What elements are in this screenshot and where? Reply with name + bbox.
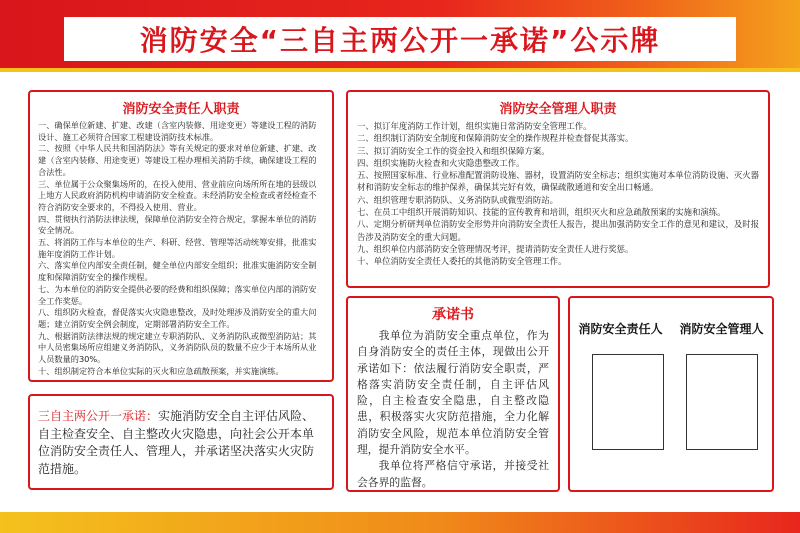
pledge-summary-text: 实施消防安全自主评估风险、自主检查安全、自主整改火灾隐患，向社会公开本单位消防安全责任人、管理人，并承诺坚决落实火灾防范措施。 — [38, 409, 315, 476]
list-item: 七、为本单位的消防安全提供必要的经费和组织保障；落实单位内部的消防安全工作奖惩。 — [38, 283, 317, 306]
manager-duties-title: 消防安全管理人职责 — [499, 102, 617, 117]
list-item: 十、组织制定符合本单位实际的灭火和应急疏散预案，并实施演练。 — [38, 365, 284, 376]
pledge-summary-panel — [28, 394, 334, 490]
header-divider — [0, 68, 800, 72]
responsible-person-label: 消防安全责任人 — [578, 322, 663, 336]
list-item: 一、拟订年度消防工作计划，组织实施日常消防安全管理工作。 — [357, 121, 592, 131]
list-item: 十、单位消防安全责任人委托的其他消防安全管理工作。 — [357, 256, 567, 267]
footer-band — [0, 512, 800, 533]
list-item: 二、组织制订消防安全制度和保障消防安全的操作规程并检查督促其落实。 — [357, 133, 634, 144]
pledge-letter-paragraph-2: 我单位将严格信守承诺，并接受社会各界的监督。 — [357, 459, 549, 489]
list-item: 一、确保单位新建、扩建、改建（含室内装修、用途变更）等建设工程的消防设计、施工必须符合国家工程建设消防技术标准。 — [38, 120, 317, 142]
list-item: 五、按照国家标准、行业标准配置消防设施、器材，设置消防安全标志；组织实施对本单位消防设施、灭火器材和消防安全标志的维护保养，确保其完好有效，确保疏散通道和安全出口畅通。 — [357, 170, 759, 193]
manager-duties-list — [357, 120, 759, 268]
responsible-duties-title: 消防安全责任人职责 — [122, 102, 240, 117]
pledge-summary — [38, 408, 324, 478]
list-item: 六、落实单位内部安全责任制，健全单位内部安全组织；批准实施消防安全制度和保障消防安全的操作规程。 — [38, 260, 317, 283]
list-item: 五、将消防工作与本单位的生产、科研、经营、管理等活动统筹安排，批准实施年度消防工作计划。 — [38, 237, 317, 259]
pledge-letter-panel — [346, 296, 560, 492]
manager-duties-panel — [346, 90, 770, 288]
list-item: 七、在员工中组织开展消防知识、技能的宣传教育和培训，组织灭火和应急疏散预案的实施和演练。 — [357, 207, 726, 218]
manager-photo-frame — [686, 354, 758, 450]
list-item: 四、组织实施防火检查和火灾隐患整改工作。 — [357, 157, 525, 168]
list-item: 四、贯彻执行消防法律法规，保障单位消防安全符合规定，掌握本单位的消防安全情况。 — [38, 213, 317, 236]
manager-label: 消防安全管理人 — [679, 322, 764, 336]
list-item: 八、组织防火检查，督促落实火灾隐患整改，及时处理涉及消防安全的重大问题；建立消防安全例会制度，定期部署消防安全工作。 — [38, 307, 317, 329]
pledge-letter-paragraph-1: 我单位为消防安全重点单位，作为自身消防安全的责任主体，现做出公开承诺如下：依法履行消防安全职责，严格落实消防安全责任制，自主评估风险，自主检查安全隐患，自主整改隐患，积极落实火灾防范措施，全力化解消防安全风险，规范本单位消防安全管理，提升消防安全水平。 — [357, 329, 549, 457]
list-item: 九、根据消防法律法规的规定建立专职消防队、义务消防队或微型消防站；其中人员密集场所应组建义务消防队，义务消防队员的数量不应少于本场所从业人员数量的30%。 — [38, 330, 317, 365]
pledge-summary-label: 三自主两公开一承诺： — [38, 409, 159, 423]
header-banner — [0, 0, 800, 68]
responsible-person-duties-panel — [28, 90, 334, 382]
responsible-person-photo-frame — [592, 354, 664, 450]
responsible-duties-list — [38, 120, 324, 377]
signature-labels — [570, 320, 772, 337]
list-item: 二、按照《中华人民共和国消防法》等有关规定的要求对单位新建、扩建、改建（含室内装修、用途变更）等建设工程办理相关消防手续，确保建设工程的合法性。 — [38, 143, 317, 177]
title-plate — [64, 17, 736, 61]
list-item: 三、拟订消防安全工作的资金投入和组织保障方案。 — [357, 145, 550, 156]
page-title: 消防安全“三自主两公开一承诺”公示牌 — [139, 24, 661, 57]
list-item: 九、组织单位内部消防安全管理情况考评，提请消防安全责任人进行奖惩。 — [357, 243, 634, 254]
pledge-letter-title: 承诺书 — [432, 307, 474, 323]
list-item: 八、定期分析研判单位消防安全形势并向消防安全责任人报告，提出加强消防安全工作的意见和建议，及时报告涉及消防安全的重大问题。 — [357, 219, 759, 242]
list-item: 三、单位属于公众聚集场所的，在投入使用、营业前应向场所所在地的县级以上地方人民政府消防机构申请消防安全检查。未经消防安全检查或者经检查不符合消防安全要求的，不得投入使用、营业。 — [38, 178, 317, 212]
list-item: 六、组织管理专职消防队、义务消防队或微型消防站。 — [357, 194, 558, 205]
signature-panel — [568, 296, 774, 492]
